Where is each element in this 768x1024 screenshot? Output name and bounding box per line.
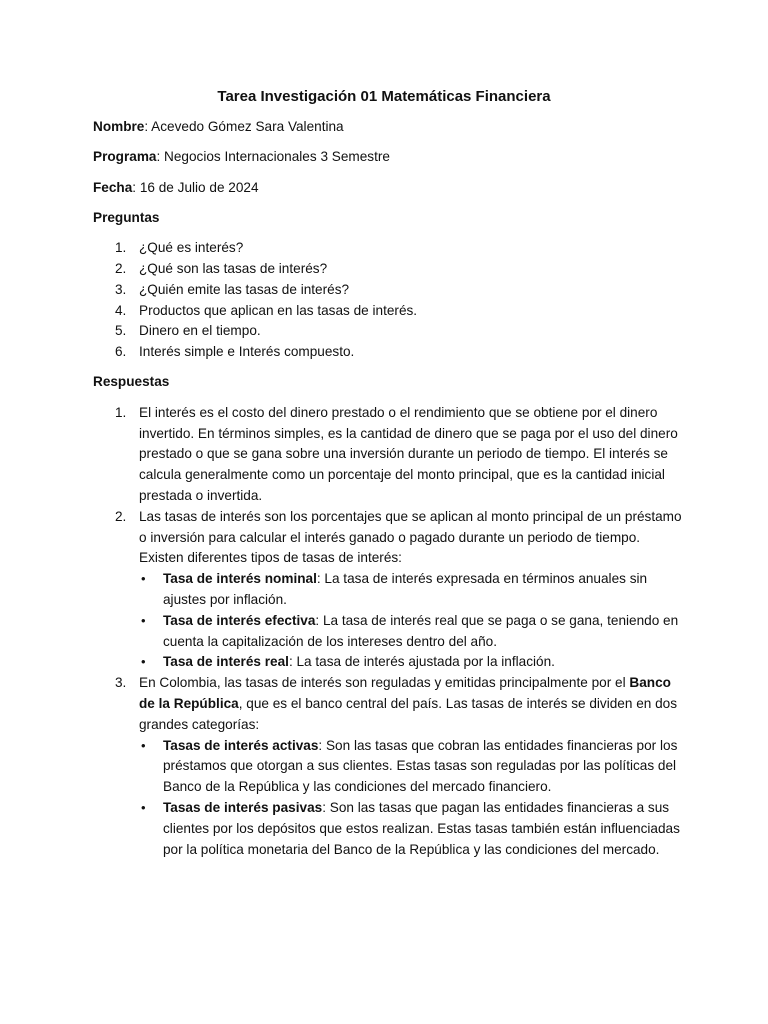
list-item xyxy=(93,280,683,301)
list-item xyxy=(93,301,683,322)
answer-1 xyxy=(93,403,683,507)
question-text: ¿Qué es interés? xyxy=(139,240,244,256)
answer-number: 2. xyxy=(115,508,127,524)
bullet-term: Tasa de interés real xyxy=(163,654,289,670)
field-programa xyxy=(93,147,683,168)
answer-number: 3. xyxy=(115,675,127,691)
bullet-desc: : La tasa de interés ajustada por la inflación. xyxy=(288,654,555,670)
bullet-icon: • xyxy=(141,737,146,753)
answer-text: Las tasas de interés son los porcentajes que se aplican al monto principal de un préstamo o inversión para calcular el interés ganado o pagado durante un periodo de tiempo. Existen diferentes tipos de tasas de interés: xyxy=(139,508,682,566)
document-title: Tarea Investigación 01 Matemáticas Financiera xyxy=(217,88,551,105)
field-nombre-label: Nombre xyxy=(93,119,145,134)
answers-list xyxy=(93,403,683,861)
bullet-term: Tasas de interés activas xyxy=(163,737,319,753)
answer-text-bold: Banco de la República xyxy=(139,675,671,711)
field-programa-label: Programa xyxy=(93,149,157,165)
list-item xyxy=(93,259,683,280)
answer-text-before: En Colombia, las tasas de interés son reguladas y emitidas principalmente por el xyxy=(139,675,630,691)
question-number: 2. xyxy=(115,260,127,276)
preguntas-heading: Preguntas xyxy=(93,209,160,225)
bullet-icon: • xyxy=(141,571,146,587)
list-item xyxy=(93,321,683,342)
field-fecha-label: Fecha xyxy=(93,179,133,195)
answer-text-after: , que es el banco central del país. Las tasas de interés se dividen en dos grandes categorías: xyxy=(139,695,678,732)
question-number: 6. xyxy=(115,344,127,360)
document-body xyxy=(93,117,683,860)
questions-list xyxy=(93,238,683,363)
question-text: Dinero en el tiempo. xyxy=(139,323,261,339)
question-number: 3. xyxy=(115,281,127,297)
answer-number: 1. xyxy=(115,404,127,420)
rate-categories-list xyxy=(139,736,683,861)
field-programa-value: : Negocios Internacionales 3 Semestre xyxy=(156,149,390,165)
bullet-term: Tasas de interés pasivas xyxy=(163,799,323,815)
list-item xyxy=(93,238,683,259)
field-nombre xyxy=(93,117,683,138)
bullet-icon: • xyxy=(141,654,146,670)
question-text: ¿Qué son las tasas de interés? xyxy=(139,260,328,276)
bullet-term: Tasa de interés nominal xyxy=(163,571,317,587)
field-nombre-value: : Acevedo Gómez Sara Valentina xyxy=(144,119,344,134)
respuestas-heading: Respuestas xyxy=(93,374,170,390)
bullet-desc: : La tasa de interés expresada en términos anuales sin ajustes por inflación. xyxy=(163,571,648,607)
answer-text: El interés es el costo del dinero prestado o el rendimiento que se obtiene por el dinero invertido. En términos simples, es la cantidad de dinero que se paga por el uso del dinero prestado o que se gana sobre una inversión durante un periodo de tiempo. El interés se calcula generalmente como un porcentaje del monto principal, que es la cantidad inicial prestada o invertida. xyxy=(139,404,678,503)
question-text: ¿Quién emite las tasas de interés? xyxy=(139,281,350,297)
question-number: 1. xyxy=(115,240,127,256)
list-item xyxy=(139,652,683,673)
question-text: Productos que aplican en las tasas de interés. xyxy=(139,302,418,318)
bullet-desc: : Son las tasas que cobran las entidades financieras por los préstamos que otorgan a sus clientes. Estas tasas son reguladas por las políticas del Banco de la República y las condiciones del mercado financiero. xyxy=(163,737,678,795)
field-fecha-value: : 16 de Julio de 2024 xyxy=(132,179,259,195)
answer-text xyxy=(139,673,683,735)
bullet-desc: : Son las tasas que pagan las entidades financieras a sus clientes por los depósitos que estos realizan. Estas tasas también están influenciadas por la política monetaria del Banco de la República y las condiciones del mercado. xyxy=(163,799,680,857)
answer-2 xyxy=(93,507,683,673)
list-item xyxy=(139,569,683,611)
question-number: 5. xyxy=(115,323,127,339)
list-item xyxy=(139,798,683,860)
rate-types-list xyxy=(139,569,683,673)
answer-3 xyxy=(93,673,683,860)
bullet-icon: • xyxy=(141,799,146,815)
field-fecha xyxy=(93,178,683,199)
bullet-icon: • xyxy=(141,612,146,628)
question-text: Interés simple e Interés compuesto. xyxy=(139,344,355,360)
list-item xyxy=(93,342,683,363)
question-number: 4. xyxy=(115,302,127,318)
bullet-term: Tasa de interés efectiva xyxy=(163,612,316,628)
bullet-desc: : La tasa de interés real que se paga o se gana, teniendo en cuenta la capitalización de los intereses dentro del año. xyxy=(163,612,679,649)
list-item xyxy=(139,736,683,798)
list-item xyxy=(139,611,683,653)
